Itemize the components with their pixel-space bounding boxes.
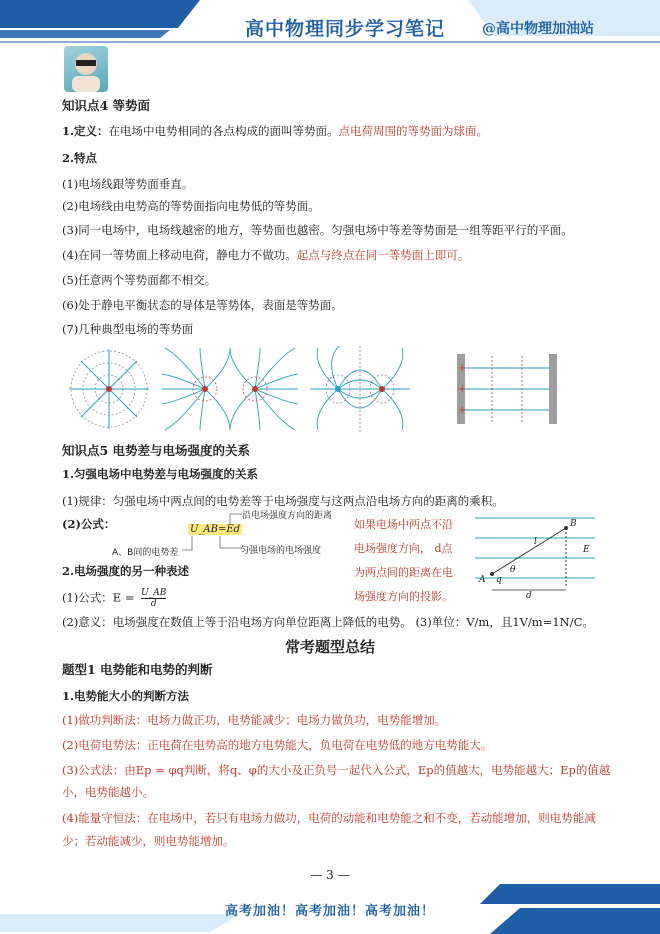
label-l: l [534,537,537,547]
feature-7: (7)几种典型电场的等势面 [62,322,194,336]
feature-1: (1)电场线跟等势面垂直。 [62,177,194,191]
uniform-field-ab-diagram [470,506,600,600]
method-3b: 小，电势能越小。 [62,785,154,799]
red-note-line-3: 为两点间的距离在电 [354,566,453,579]
feature-title: 2.特点 [62,151,98,165]
formula-e-label: (1)公式：E = [62,590,135,605]
label-A: A [479,575,486,585]
red-note-line-2: 电场强度方向， d点 [354,542,453,555]
formula-pointer-lines [180,512,244,552]
fraction-denominator: d [150,599,157,609]
kp5-section-1: 1.匀强电场中电势差与电场强度的关系 [62,467,259,481]
method-4b: 少；若动能减少，则电势能增加。 [62,834,235,848]
def-text: 在电场中电势相同的各点构成的面叫等势面。 [108,124,339,138]
feature-3: (3)同一电场中，电场线越密的地方，等势面也越密。匀强电场中等差等势面是一组等距平行的平面。 [62,223,573,237]
svg-text:+: + [458,405,467,416]
point-charge-field-figure [66,346,152,432]
kp5-title: 知识点5 电势差与电场强度的关系 [62,443,251,458]
method-3a: (3)公式法：由Ep = φq判断，将q、φ的大小及正负号一起代入公式，Ep的值越大，电势能越大；Ep的值越 [62,763,611,777]
header-account: @高中物理加油站 [482,21,594,37]
method-2: (2)电荷电势法：正电荷在电势高的地方电势能大，负电荷在电势低的地方电势能大。 [62,738,493,752]
red-note-line-1: 如果电场中两点不沿 [354,518,453,531]
kp5-formula-e [62,588,622,609]
feature-6: (6)处于静电平衡状态的导体是等势体，表面是等势面。 [62,298,343,312]
feature-4-text: (4)在同一等势面上移动电荷，静电力不做功。 [62,248,297,262]
red-note-line-4: 场强度方向的投影。 [354,590,453,603]
label-theta: θ [510,565,516,575]
feature-5: (5)任意两个等势面都不相交。 [62,273,217,287]
uniform-field-figure [452,346,562,432]
label-d: d [526,591,532,600]
kp5-law: (1)规律：匀强电场中两点间的电势差等于电场强度与这两点沿电场方向的距离的乘积。 [62,494,504,508]
footer-slogan: 高考加油！高考加油！高考加油！ [224,904,435,919]
avatar-logo [64,46,108,92]
method-1: (1)做功判断法：电场力做正功，电势能减少；电场力做负功，电势能增加。 [62,713,447,727]
fraction-numerator: U_AB [141,588,167,598]
kp5-section-2: 2.电场强度的另一种表述 [62,564,190,578]
method-4a: (4)能量守恒法：在电场中，若只有电场力做功，电荷的动能和电势能之和不变，若动能增加，则电势能减 [62,811,596,825]
feature-4-red: 起点与终点在同一等势面上即可。 [296,248,470,262]
feature-4 [62,247,622,263]
feature-2: (2)电场线由电势高的等势面指向电势低的等势面。 [62,199,320,213]
kp4-definition [62,123,622,139]
kp4-title: 知识点4 等势面 [62,98,151,113]
annotation-potential-difference: A、B间的电势差 [112,548,179,558]
kp5-meaning: (2)意义：电场强度在数值上等于沿电场方向单位距离上降低的电势。 (3)单位：V/m，且1V/m=1N/C。 [62,615,594,629]
opposite-charges-field-figure [308,346,412,432]
label-q: q [496,575,502,585]
def-red-note: 点电荷周围的等势面为球面。 [338,124,489,138]
formula-uab-ed: U_AB=Ed [190,524,241,535]
label-B: B [570,519,577,529]
like-charges-field-figure [160,346,300,432]
header-title: 高中物理同步学习笔记 [244,18,445,40]
page-number: — 3 — [310,868,350,882]
formula-label: (2)公式： [62,517,116,531]
label-E: E [583,545,590,555]
annotation-field-strength: 匀强电场的电场强度 [240,546,322,556]
svg-text:+: + [458,363,467,374]
summary-title: 常考题型总结 [284,638,375,656]
svg-text:+: + [458,384,467,395]
def-label: 1.定义： [62,124,109,138]
question-type-1: 题型1 电势能和电势的判断 [62,662,213,677]
annotation-distance: 沿电场强度方向的距离 [242,511,333,521]
summary-section-1: 1.电势能大小的判断方法 [62,689,190,703]
formula-fraction [141,588,166,609]
